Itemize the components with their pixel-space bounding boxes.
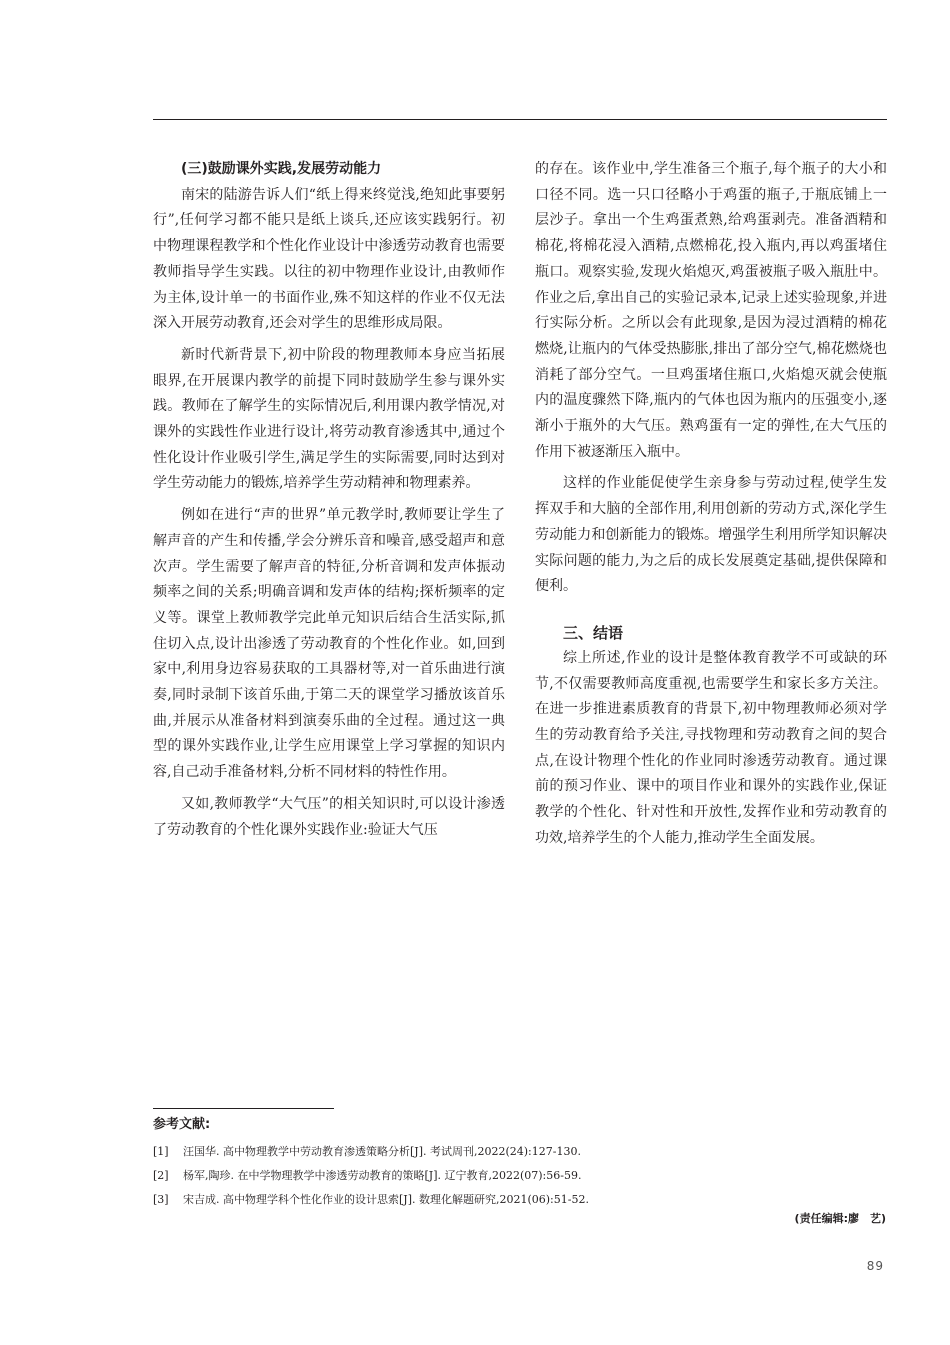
body-paragraph: 南宋的陆游告诉人们“纸上得来终觉浅,绝知此事要躬行”,任何学习都不能只是纸上谈兵,还应该实践躬行。初中物理课程教学和个性化作业设计中渗透劳动教育也需要教师指导学生实践。以往的初中物理作业设计,由教师作为主体,设计单一的书面作业,殊不知这样的作业不仅无法深入开展劳动教育,还会对学生的思维形成局限。 — [153, 186, 505, 332]
body-paragraph: 例如在进行“声的世界”单元教学时,教师要让学生了解声音的产生和传播,学会分辨乐音和噪音,感受超声和意次声。学生需要了解声音的特征,分析音调和发声体振动频率之间的关系;明确音调和发声体的结构;探析频率的定义等。课堂上教师教学完此单元知识后结合生活实际,抓住切入点,设计出渗透了劳动教育的个性化作业。如,回到家中,利用身边容易获取的工具器材等,对一首乐曲进行演奏,同时录制下该首乐曲,于第二天的课堂学习播放该首乐曲,并展示从准备材料到演奏乐曲的全过程。通过这一典型的课外实践作业,让学生应用课堂上学习掌握的知识内容,自己动手准备材料,分析不同材料的特性作用。 — [153, 507, 505, 781]
reference-number: [2] — [153, 1169, 169, 1182]
reference-number: [1] — [153, 1145, 169, 1158]
section-heading: 三、结语 — [563, 623, 624, 642]
reference-text: 宋吉成. 高中物理学科个性化作业的设计思索[J]. 数理化解题研究,2021(06):51-52. — [183, 1193, 589, 1206]
reference-item — [153, 1164, 893, 1188]
body-paragraph: 的存在。该作业中,学生准备三个瓶子,每个瓶子的大小和口径不同。选一只口径略小于鸡蛋的瓶子,于瓶底铺上一层沙子。拿出一个生鸡蛋煮熟,给鸡蛋剥壳。准备酒精和棉花,将棉花浸入酒精,点燃棉花,投入瓶内,再以鸡蛋堵住瓶口。观察实验,发现火焰熄灭,鸡蛋被瓶子吸入瓶肚中。作业之后,拿出自己的实验记录本,记录上述实验现象,并进行实际分析。之所以会有此现象,是因为浸过酒精的棉花燃烧,让瓶内的气体受热膨胀,排出了部分空气,棉花燃烧也消耗了部分空气。一旦鸡蛋堵住瓶口,火焰熄灭就会使瓶内的温度骤然下降,瓶内的气体也因为瓶内的压强变小,逐渐小于瓶外的大气压。熟鸡蛋有一定的弹性,在大气压的作用下被逐渐压入瓶中。 — [535, 161, 887, 460]
reference-item — [153, 1188, 893, 1212]
reference-number: [3] — [153, 1193, 169, 1206]
header-rule — [153, 119, 887, 120]
body-paragraph: 新时代新背景下,初中阶段的物理教师本身应当拓展眼界,在开展课内教学的前提下同时鼓励学生参与课外实践。教师在了解学生的实际情况后,利用课内教学情况,对课外的实践性作业进行设计,将劳动教育渗透其中,通过个性化设计作业吸引学生,满足学生的实际需要,同时达到对学生劳动能力的锻炼,培养学生劳动精神和物理素养。 — [153, 346, 505, 492]
reference-item — [153, 1140, 893, 1164]
subsection-heading: (三)鼓励课外实践,发展劳动能力 — [181, 161, 382, 177]
editor-credit: (责任编辑:廖 艺) — [794, 1212, 886, 1225]
references-rule — [153, 1108, 334, 1109]
page-number: 89 — [866, 1259, 884, 1273]
reference-list — [153, 1140, 893, 1212]
body-paragraph: 这样的作业能促使学生亲身参与劳动过程,使学生发挥双手和大脑的全部作用,利用创新的劳动方式,深化学生劳动能力和创新能力的锻炼。增强学生利用所学知识解决实际问题的能力,为之后的成长发展奠定基础,提供保障和便利。 — [535, 475, 887, 595]
reference-text: 汪国华. 高中物理教学中劳动教育渗透策略分析[J]. 考试周刊,2022(24):127-130. — [183, 1145, 581, 1158]
reference-text: 杨军,陶珍. 在中学物理教学中渗透劳动教育的策略[J]. 辽宁教育,2022(07):56-59. — [183, 1169, 582, 1182]
left-column — [153, 157, 505, 843]
references-title: 参考文献: — [153, 1117, 211, 1132]
right-column — [535, 157, 887, 852]
body-paragraph: 又如,教师教学“大气压”的相关知识时,可以设计渗透了劳动教育的个性化课外实践作业:验证大气压 — [153, 795, 505, 838]
conclusion-paragraph: 综上所述,作业的设计是整体教育教学不可或缺的环节,不仅需要教师高度重视,也需要学生和家长多方关注。在进一步推进素质教育的背景下,初中物理教师必须对学生的劳动教育给予关注,寻找物理和劳动教育之间的契合点,在设计物理个性化的作业同时渗透劳动教育。通过课前的预习作业、课中的项目作业和课外的实践作业,保证教学的个性化、针对性和开放性,发挥作业和劳动教育的功效,培养学生的个人能力,推动学生全面发展。 — [535, 649, 887, 846]
